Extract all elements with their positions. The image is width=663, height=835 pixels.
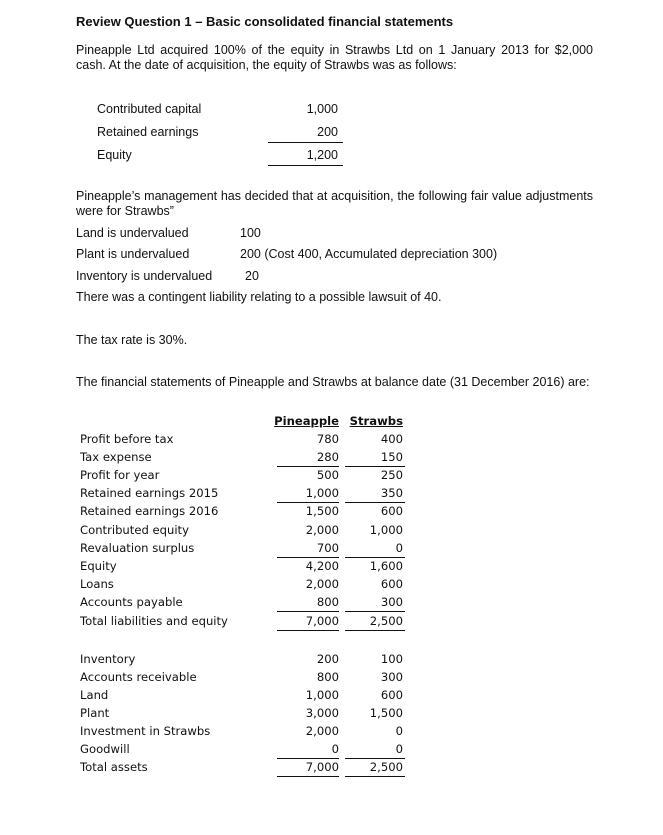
- fs-row-pineapple-value: 2,000: [305, 577, 339, 591]
- fs-row-pineapple-value: 500: [316, 468, 339, 482]
- fs-row-strawbs-value: 600: [380, 577, 403, 591]
- asset-row-label: Accounts receivable: [80, 670, 197, 684]
- fv-label-inventory: Inventory is undervalued: [76, 269, 213, 283]
- rule: [277, 502, 339, 503]
- fv-value-inventory: 20: [245, 269, 259, 283]
- contingent-liability-note: There was a contingent liability relating to a possible lawsuit of 40.: [76, 290, 442, 304]
- tax-rate-note: The tax rate is 30%.: [76, 333, 188, 347]
- asset-row-strawbs-value: 600: [380, 688, 403, 702]
- fs-row-label: Loans: [80, 577, 114, 591]
- fs-row-label: Tax expense: [80, 450, 152, 464]
- rule: [345, 630, 405, 631]
- asset-row-strawbs-value: 0: [395, 742, 403, 756]
- asset-row-pineapple-value: 3,000: [305, 706, 339, 720]
- rule: [277, 758, 339, 759]
- acq-subtotal-rule: [268, 142, 343, 143]
- fs-row-strawbs-value: 250: [380, 468, 403, 482]
- fv-value-land: 100: [240, 226, 261, 240]
- rule: [345, 466, 405, 467]
- fs-row-label: Retained earnings 2015: [80, 486, 219, 500]
- acq-value-equity: 1,200: [306, 148, 338, 162]
- fs-row-pineapple-value: 4,200: [305, 559, 339, 573]
- fs-row-strawbs-value: 300: [380, 595, 403, 609]
- fs-row-label: Accounts payable: [80, 595, 183, 609]
- fs-row-pineapple-value: 7,000: [305, 614, 339, 628]
- asset-row-label: Plant: [80, 706, 110, 720]
- rule: [345, 611, 405, 612]
- fs-row-pineapple-value: 800: [316, 595, 339, 609]
- asset-row-label: Land: [80, 688, 109, 702]
- fs-row-strawbs-value: 1,600: [369, 559, 403, 573]
- fs-row-pineapple-value: 1,000: [305, 486, 339, 500]
- acq-value-retained: 200: [317, 125, 338, 139]
- fs-row-strawbs-value: 350: [380, 486, 403, 500]
- asset-row-strawbs-value: 300: [380, 670, 403, 684]
- fs-row-label: Equity: [80, 559, 117, 573]
- acq-label-retained: Retained earnings: [97, 125, 199, 139]
- asset-row-pineapple-value: 200: [316, 652, 339, 666]
- asset-row-label: Goodwill: [80, 742, 130, 756]
- fs-row-label: Contributed equity: [80, 523, 189, 537]
- asset-row-strawbs-value: 100: [380, 652, 403, 666]
- asset-row-strawbs-value: 0: [395, 724, 403, 738]
- fs-row-pineapple-value: 1,500: [305, 504, 339, 518]
- asset-row-strawbs-value: 2,500: [369, 760, 403, 774]
- fair-value-intro: Pineapple’s management has decided that at acquisition, the following fair value adjustments were for Strawbs”: [76, 189, 593, 218]
- fs-row-pineapple-value: 780: [316, 432, 339, 446]
- asset-row-pineapple-value: 7,000: [305, 760, 339, 774]
- rule: [345, 502, 405, 503]
- rule: [277, 630, 339, 631]
- fs-row-label: Retained earnings 2016: [80, 504, 219, 518]
- asset-row-pineapple-value: 2,000: [305, 724, 339, 738]
- fs-row-pineapple-value: 2,000: [305, 523, 339, 537]
- fs-row-strawbs-value: 1,000: [369, 523, 403, 537]
- rule: [345, 776, 405, 777]
- fs-row-strawbs-value: 2,500: [369, 614, 403, 628]
- fs-row-label: Profit for year: [80, 468, 160, 482]
- fv-label-plant: Plant is undervalued: [76, 247, 190, 261]
- page-title: Review Question 1 – Basic consolidated financial statements: [76, 14, 454, 29]
- column-header-pineapple: Pineapple: [274, 414, 339, 428]
- rule: [277, 611, 339, 612]
- rule: [345, 557, 405, 558]
- fv-value-plant: 200 (Cost 400, Accumulated depreciation 300): [240, 247, 498, 261]
- acq-label-contributed: Contributed capital: [97, 102, 202, 116]
- asset-row-strawbs-value: 1,500: [369, 706, 403, 720]
- intro-paragraph: Pineapple Ltd acquired 100% of the equity in Strawbs Ltd on 1 January 2013 for $2,000 cash. At the date of acquisition, the equity of Strawbs was as follows:: [76, 43, 593, 72]
- fs-row-pineapple-value: 700: [316, 541, 339, 555]
- fs-row-strawbs-value: 150: [380, 450, 403, 464]
- asset-row-label: Total assets: [80, 760, 148, 774]
- acq-value-contributed: 1,000: [306, 102, 338, 116]
- fv-label-land: Land is undervalued: [76, 226, 189, 240]
- asset-row-pineapple-value: 0: [331, 742, 339, 756]
- asset-row-label: Inventory: [80, 652, 136, 666]
- rule: [277, 466, 339, 467]
- asset-row-pineapple-value: 800: [316, 670, 339, 684]
- acq-label-equity: Equity: [97, 148, 132, 162]
- fs-intro-paragraph: The financial statements of Pineapple and Strawbs at balance date (31 December 2016) are:: [76, 375, 590, 389]
- fs-row-strawbs-value: 600: [380, 504, 403, 518]
- fs-row-label: Profit before tax: [80, 432, 174, 446]
- rule: [345, 758, 405, 759]
- column-header-strawbs: Strawbs: [349, 414, 403, 428]
- fs-row-strawbs-value: 0: [395, 541, 403, 555]
- rule: [277, 776, 339, 777]
- fs-row-label: Revaluation surplus: [80, 541, 195, 555]
- fs-row-pineapple-value: 280: [316, 450, 339, 464]
- rule: [277, 557, 339, 558]
- asset-row-label: Investment in Strawbs: [80, 724, 211, 738]
- fs-row-strawbs-value: 400: [380, 432, 403, 446]
- acq-total-rule: [268, 165, 343, 166]
- asset-row-pineapple-value: 1,000: [305, 688, 339, 702]
- fs-row-label: Total liabilities and equity: [80, 614, 228, 628]
